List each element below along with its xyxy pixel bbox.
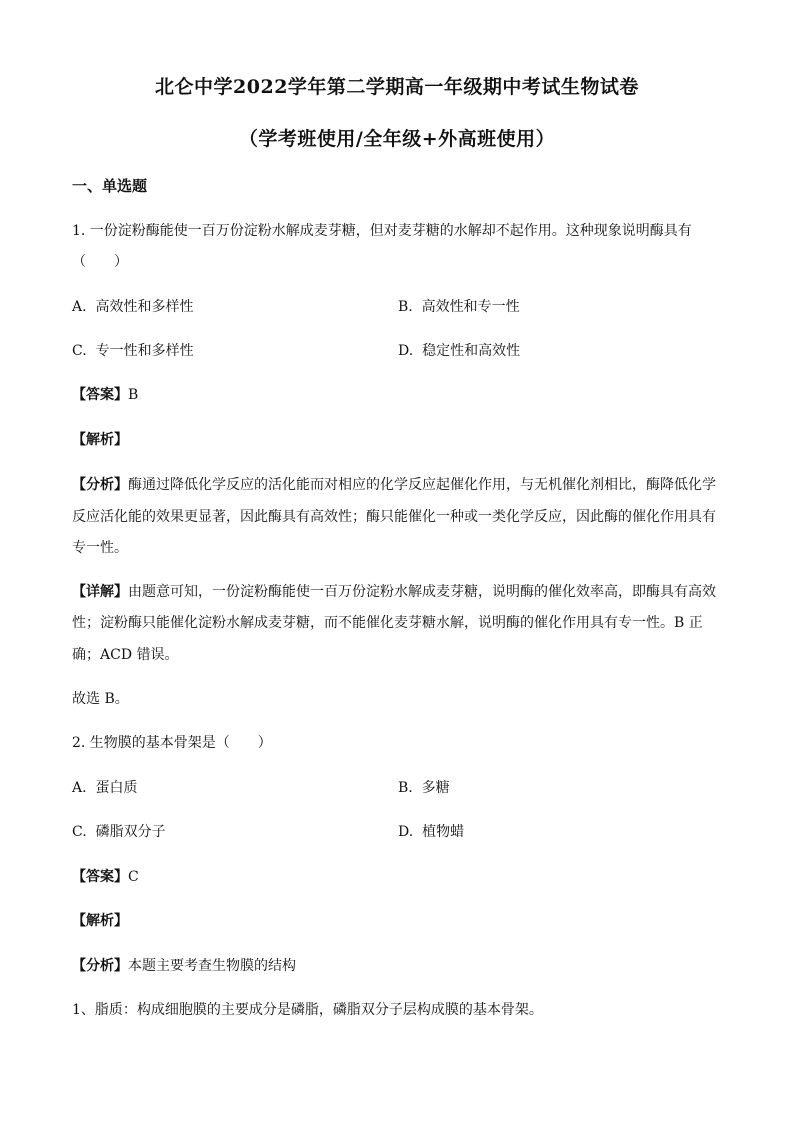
answer-value: B <box>128 387 139 403</box>
detail-tag: 【详解】 <box>72 584 128 600</box>
q1-answer <box>72 385 724 405</box>
q1-option-c: C. 专一性和多样性 <box>72 343 194 359</box>
q2-answer <box>72 867 724 887</box>
analysis-tag: 【解析】 <box>72 913 128 929</box>
q1-stem-line1: 1. 一份淀粉酶能使一百万份淀粉水解成麦芽糖，但对麦芽糖的水解却不起作用。这种现象说明酶具有 <box>72 223 692 239</box>
answer-tag: 【答案】 <box>72 387 128 403</box>
q1-option-a: A. 高效性和多样性 <box>72 299 194 315</box>
q2-option-c: C. 磷脂双分子 <box>72 824 166 840</box>
q1-fenxi-line2: 反应活化能的效果更显著，因此酶具有高效性；酶只能催化一种或一类化学反应，因此酶的催化作用具有 <box>72 509 716 525</box>
fenxi-tag: 【分析】 <box>72 477 128 493</box>
fenxi-text: 本题主要考查生物膜的结构 <box>128 958 296 974</box>
q1-detail-line3: 确；ACD 错误。 <box>72 647 179 663</box>
fenxi-text: 酶通过降低化学反应的活化能而对相应的化学反应起催化作用，与无机催化剂相比，酶降低化学 <box>128 477 716 493</box>
q1-option-d: D. 稳定性和高效性 <box>398 343 521 359</box>
q1-fenxi-line3: 专一性。 <box>72 540 128 556</box>
q2-fenxi <box>72 956 724 976</box>
q1-detail-line1 <box>72 582 724 602</box>
exam-subtitle: （学考班使用/全年级+外高班使用） <box>238 128 556 150</box>
q2-stem: 2. 生物膜的基本骨架是（ ） <box>72 735 272 751</box>
q1-stem-line2: （ ） <box>72 254 128 270</box>
q2-option-d: D. 植物蜡 <box>398 824 465 840</box>
analysis-tag: 【解析】 <box>72 432 128 448</box>
q2-point-1: 1、脂质：构成细胞膜的主要成分是磷脂，磷脂双分子层构成膜的基本骨架。 <box>72 1002 543 1018</box>
section-heading: 一、单选题 <box>72 177 148 195</box>
q1-option-b: B. 高效性和专一性 <box>398 299 520 315</box>
q1-fenxi-line1 <box>72 475 724 495</box>
answer-value: C <box>128 869 139 885</box>
q1-analysis-heading <box>72 430 724 450</box>
fenxi-tag: 【分析】 <box>72 958 128 974</box>
q2-option-a: A. 蛋白质 <box>72 780 138 796</box>
q2-option-b: B. 多糖 <box>398 780 450 796</box>
exam-title: 北仑中学2022学年第二学期高一年级期中考试生物试卷 <box>155 76 639 98</box>
q2-analysis-heading <box>72 911 724 931</box>
answer-tag: 【答案】 <box>72 869 128 885</box>
q1-conclusion: 故选 B。 <box>72 691 129 707</box>
detail-text: 由题意可知，一份淀粉酶能使一百万份淀粉水解成麦芽糖，说明酶的催化效率高，即酶具有高效 <box>128 584 716 600</box>
q1-detail-line2: 性；淀粉酶只能催化淀粉水解成麦芽糖，而不能催化麦芽糖水解，说明酶的催化作用具有专一性。B 正 <box>72 615 703 631</box>
